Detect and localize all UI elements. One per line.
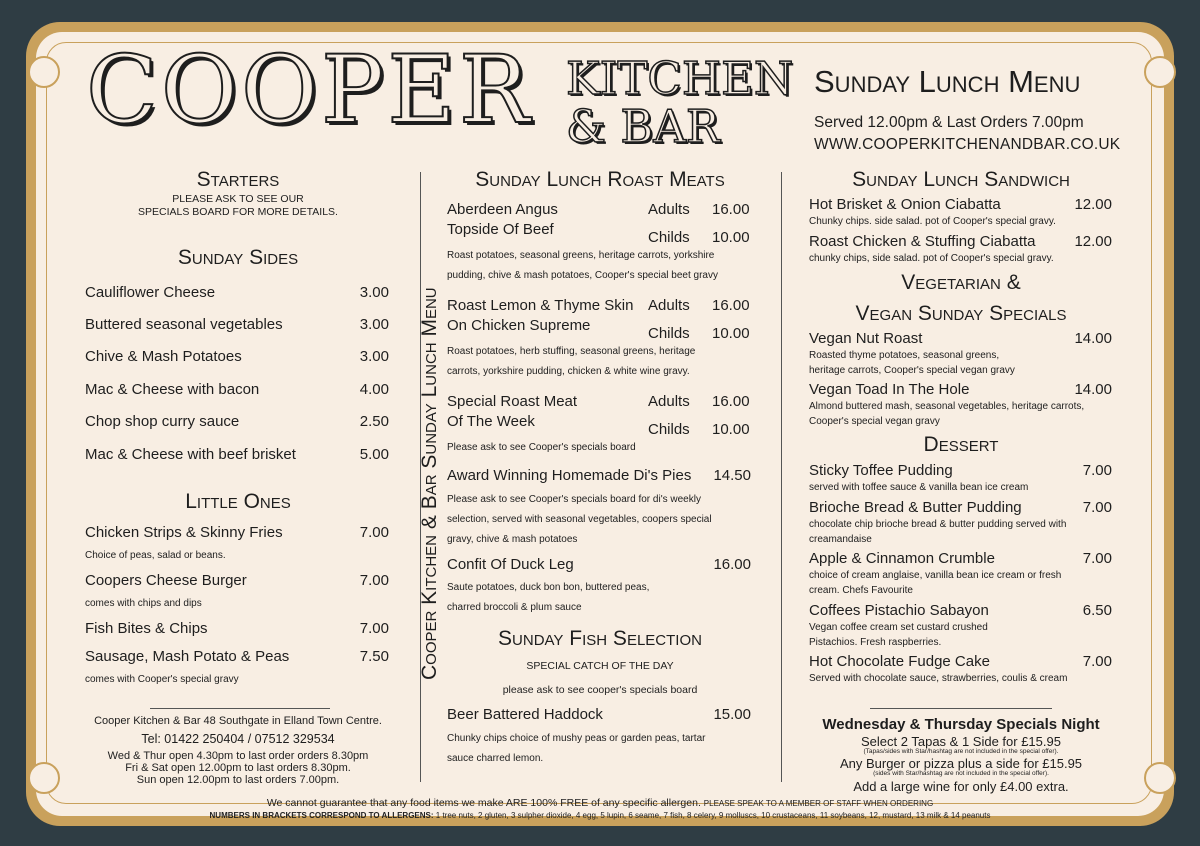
- specials-title: Wednesday & Thursday Specials Night: [822, 716, 1100, 733]
- corner-ornament-top-right: [1144, 56, 1176, 88]
- dessert-item: [809, 550, 1112, 567]
- roast-item-name-1: Aberdeen Angus: [447, 201, 558, 218]
- dessert-item-price: 7.00: [1082, 462, 1112, 479]
- kids-item-desc: Choice of peas, salad or beans.: [85, 550, 226, 561]
- side-item: [85, 316, 389, 333]
- kids-item: [85, 524, 389, 541]
- vertical-menu-title: Cooper Kitchen & Bar Sunday Lunch Menu: [418, 287, 441, 680]
- contact-address: Cooper Kitchen & Bar 48 Southgate in Elland Town Centre.: [94, 715, 382, 727]
- kids-item-name: Coopers Cheese Burger: [85, 572, 247, 589]
- kids-item-name: Chicken Strips & Skinny Fries: [85, 524, 283, 541]
- pies-desc-3: gravy, chive & mash potatoes: [447, 534, 578, 545]
- roast-item-desc-2: carrots, yorkshire pudding, chicken & white wine gravy.: [447, 366, 690, 377]
- side-item-price: 4.00: [359, 381, 389, 398]
- contact-divider: [150, 708, 330, 709]
- hours-sun: Sun open 12.00pm to last orders 7.00pm.: [136, 774, 340, 786]
- dessert-item-name: Hot Chocolate Fudge Cake: [809, 653, 990, 670]
- logo-bar: & BAR: [566, 100, 720, 153]
- vegan-item-desc-2: heritage carrots, Cooper's special vegan gravy: [809, 365, 1015, 376]
- roast-adult-price: 16.00: [712, 201, 750, 218]
- pies-name: Award Winning Homemade Di's Pies: [447, 467, 692, 484]
- dessert-item-desc-2: Pistachios. Fresh raspberries.: [809, 637, 942, 648]
- vegan-item: [809, 330, 1112, 347]
- haddock-desc-1: Chunky chips choice of mushy peas or garden peas, tartar: [447, 733, 706, 744]
- side-item-price: 3.00: [359, 284, 389, 301]
- sandwich-item-price: 12.00: [1074, 233, 1112, 250]
- vegan-item-desc-2: Cooper's special vegan gravy: [809, 416, 940, 427]
- sandwich-item-price: 12.00: [1074, 196, 1112, 213]
- dessert-item: [809, 653, 1112, 670]
- allergen-notice: [0, 797, 1200, 809]
- allergen-ask: PLEASE SPEAK TO A MEMBER OF STAFF WHEN ORDERING: [703, 799, 934, 808]
- logo-kitchen: KITCHEN: [566, 52, 794, 105]
- pies-desc-2: selection, served with seasonal vegetables, coopers special: [447, 514, 712, 525]
- roast-child-price: 10.00: [712, 229, 750, 246]
- sandwich-item-desc: Chunky chips. side salad. pot of Cooper's special gravy.: [809, 216, 1056, 227]
- dessert-item: [809, 602, 1112, 619]
- allergen-numbers-list: 1 tree nuts, 2 gluten, 3 sulpher dioxide, 4 egg, 5 lupin, 6 seame, 7 fish, 8 celery, 9 molluscs, 10 crustaceans, 11 soybeans, 12, mustard, 13 milk & 14 peanuts: [435, 811, 991, 820]
- roast-item-desc-1: Roast potatoes, herb stuffing, seasonal greens, heritage: [447, 346, 696, 357]
- roast-child-price: 10.00: [712, 325, 750, 342]
- dessert-item-name: Apple & Cinnamon Crumble: [809, 550, 995, 567]
- side-item-name: Chop shop curry sauce: [85, 413, 240, 430]
- vegan-item-desc-1: Roasted thyme potatoes, seasonal greens,: [809, 350, 1000, 361]
- menu-title: Sunday Lunch Menu: [814, 64, 1081, 99]
- side-item: [85, 284, 389, 301]
- kids-item-desc: comes with chips and dips: [85, 598, 202, 609]
- specials-note-2: (sides with Star/hashtag are not included in the special offer).: [873, 770, 1049, 777]
- side-item-name: Mac & Cheese with bacon: [85, 381, 260, 398]
- kids-item: [85, 572, 389, 589]
- duck-price: 16.00: [713, 556, 751, 573]
- dessert-item-desc-1: choice of cream anglaise, vanilla bean ice cream or fresh: [809, 570, 1062, 581]
- roast-item-name-1: Roast Lemon & Thyme Skin: [447, 297, 634, 314]
- duck-item: [447, 556, 751, 573]
- side-item: [85, 413, 389, 430]
- kids-item-price: 7.00: [359, 524, 389, 541]
- dessert-item-price: 7.00: [1082, 550, 1112, 567]
- dessert-heading: Dessert: [923, 433, 999, 456]
- specials-line-3: Add a large wine for only £4.00 extra.: [853, 779, 1069, 794]
- sandwich-item-desc: chunky chips, side salad. pot of Cooper's special gravy.: [809, 253, 1054, 264]
- right-divider: [781, 172, 782, 782]
- dessert-item-price: 7.00: [1082, 499, 1112, 516]
- haddock-name: Beer Battered Haddock: [447, 706, 603, 723]
- roast-child-price: 10.00: [712, 421, 750, 438]
- haddock-price: 15.00: [713, 706, 751, 723]
- side-item: [85, 381, 389, 398]
- sides-heading: Sunday Sides: [177, 246, 299, 269]
- fish-ask-note: please ask to see cooper's specials board: [502, 684, 698, 696]
- vegan-item-price: 14.00: [1074, 381, 1112, 398]
- side-item-price: 3.00: [359, 348, 389, 365]
- roast-adults-label: Adults: [648, 393, 690, 410]
- pies-desc-1: Please ask to see Cooper's specials board for di's weekly: [447, 494, 701, 505]
- roast-item-desc-1: Please ask to see Cooper's specials board: [447, 442, 636, 453]
- side-item-name: Mac & Cheese with beef brisket: [85, 446, 296, 463]
- hours-fri-sat: Fri & Sat open 12.00pm to last orders 8.30pm.: [125, 762, 351, 774]
- specials-line-1: Select 2 Tapas & 1 Side for £15.95: [861, 734, 1061, 749]
- specials-line-2: Any Burger or pizza plus a side for £15.95: [839, 756, 1083, 771]
- specials-note-1: (Tapas/sides with Star/hashtag are not included in the special offer).: [863, 748, 1059, 755]
- little-ones-heading: Little Ones: [185, 490, 291, 513]
- dessert-item-desc-1: chocolate chip brioche bread & butter pudding served with: [809, 519, 1067, 530]
- fish-heading: Sunday Fish Selection: [498, 627, 702, 650]
- vegan-item-name: Vegan Nut Roast: [809, 330, 923, 347]
- dessert-item-desc-1: Vegan coffee cream set custard crushed: [809, 622, 988, 633]
- side-item-name: Buttered seasonal vegetables: [85, 316, 283, 333]
- vegan-item: [809, 381, 1112, 398]
- sandwich-item-name: Roast Chicken & Stuffing Ciabatta: [809, 233, 1036, 250]
- kids-item-price: 7.00: [359, 572, 389, 589]
- dessert-item: [809, 499, 1112, 516]
- starters-note-2: SPECIALS BOARD FOR MORE DETAILS.: [138, 206, 338, 218]
- allergen-numbers-label: NUMBERS IN BRACKETS CORRESPOND TO ALLERGENS:: [209, 811, 434, 820]
- allergen-numbers: [0, 811, 1200, 820]
- side-item-price: 5.00: [359, 446, 389, 463]
- duck-desc-2: charred broccoli & plum sauce: [447, 602, 582, 613]
- roast-heading: Sunday Lunch Roast Meats: [475, 168, 725, 191]
- kids-item-price: 7.50: [359, 648, 389, 665]
- allergen-main: We cannot guarantee that any food items we make ARE 100% FREE of any specific allergen.: [266, 797, 701, 809]
- dessert-item-name: Sticky Toffee Pudding: [809, 462, 953, 479]
- roast-childs-label: Childs: [648, 421, 690, 438]
- dessert-item-desc-1: served with toffee sauce & vanilla bean ice cream: [809, 482, 1029, 493]
- fish-catch-note: SPECIAL CATCH OF THE DAY: [526, 660, 674, 672]
- roast-item-name-1: Special Roast Meat: [447, 393, 578, 410]
- roast-item-name-2: Of The Week: [447, 413, 535, 430]
- kids-item-desc: comes with Cooper's special gravy: [85, 674, 239, 685]
- sandwich-heading: Sunday Lunch Sandwich: [852, 168, 1070, 191]
- roast-adult-price: 16.00: [712, 297, 750, 314]
- roast-childs-label: Childs: [648, 229, 690, 246]
- duck-name: Confit Of Duck Leg: [447, 556, 574, 573]
- side-item-price: 2.50: [359, 413, 389, 430]
- website-url: WWW.COOPERKITCHENANDBAR.CO.UK: [814, 136, 1121, 153]
- roast-item-desc-1: Roast potatoes, seasonal greens, heritage carrots, yorkshire: [447, 250, 715, 261]
- logo-cooper: COOPER: [86, 36, 533, 145]
- roast-item-desc-2: pudding, chive & mash potatoes, Cooper's special beet gravy: [447, 270, 718, 281]
- kids-item-name: Sausage, Mash Potato & Peas: [85, 648, 290, 665]
- sandwich-item: [809, 196, 1112, 213]
- roast-childs-label: Childs: [648, 325, 690, 342]
- kids-item: [85, 620, 389, 637]
- vegan-heading-2: Vegan Sunday Specials: [855, 302, 1067, 325]
- starters-heading: Starters: [196, 168, 280, 191]
- side-item-name: Chive & Mash Potatoes: [85, 348, 242, 365]
- kids-item-price: 7.00: [359, 620, 389, 637]
- vegan-item-price: 14.00: [1074, 330, 1112, 347]
- pies-item: [447, 467, 751, 484]
- side-item: [85, 348, 389, 365]
- kids-item: [85, 648, 389, 665]
- haddock-desc-2: sauce charred lemon.: [447, 753, 544, 764]
- sandwich-item: [809, 233, 1112, 250]
- pies-price: 14.50: [713, 467, 751, 484]
- dessert-item: [809, 462, 1112, 479]
- roast-adults-label: Adults: [648, 201, 690, 218]
- corner-ornament-bottom-right: [1144, 762, 1176, 794]
- side-item-price: 3.00: [359, 316, 389, 333]
- roast-item-name-2: Topside Of Beef: [447, 221, 554, 238]
- hours-wed-thur: Wed & Thur open 4.30pm to last order orders 8.30pm: [107, 750, 369, 762]
- vegan-item-desc-1: Almond buttered mash, seasonal vegetables, heritage carrots,: [809, 401, 1085, 412]
- corner-ornament-top-left: [28, 56, 60, 88]
- dessert-item-desc-1: Served with chocolate sauce, strawberries, coulis & cream: [809, 673, 1068, 684]
- sandwich-item-name: Hot Brisket & Onion Ciabatta: [809, 196, 1001, 213]
- served-times: Served 12.00pm & Last Orders 7.00pm: [814, 114, 1084, 131]
- vegan-heading-1: Vegetarian &: [901, 271, 1021, 294]
- dessert-item-price: 6.50: [1082, 602, 1112, 619]
- vegan-item-name: Vegan Toad In The Hole: [809, 381, 970, 398]
- duck-desc-1: Saute potatoes, duck bon bon, buttered peas,: [447, 582, 650, 593]
- haddock-item: [447, 706, 751, 723]
- side-item: [85, 446, 389, 463]
- roast-item-name-2: On Chicken Supreme: [447, 317, 591, 334]
- dessert-item-name: Coffees Pistachio Sabayon: [809, 602, 989, 619]
- starters-note-1: PLEASE ASK TO SEE OUR: [172, 193, 304, 205]
- dessert-item-price: 7.00: [1082, 653, 1112, 670]
- dessert-item-name: Brioche Bread & Butter Pudding: [809, 499, 1022, 516]
- roast-adults-label: Adults: [648, 297, 690, 314]
- dessert-item-desc-2: creamandaise: [809, 534, 872, 545]
- side-item-name: Cauliflower Cheese: [85, 284, 216, 301]
- corner-ornament-bottom-left: [28, 762, 60, 794]
- specials-divider: [870, 708, 1052, 709]
- contact-phone: Tel: 01422 250404 / 07512 329534: [141, 732, 335, 746]
- roast-adult-price: 16.00: [712, 393, 750, 410]
- kids-item-name: Fish Bites & Chips: [85, 620, 208, 637]
- dessert-item-desc-2: cream. Chefs Favourite: [809, 585, 913, 596]
